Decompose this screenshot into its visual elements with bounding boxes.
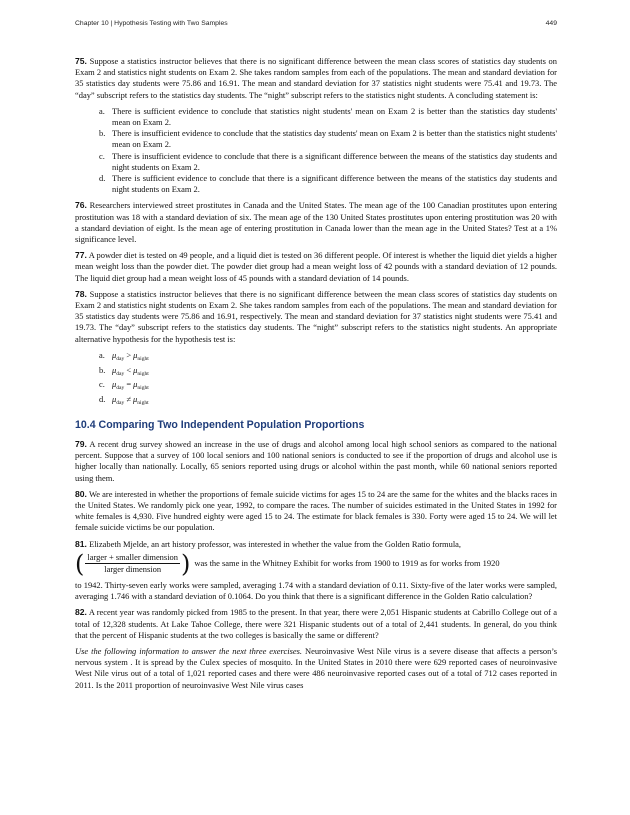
option-d (75, 173, 557, 195)
exercise-number: 76. (75, 200, 87, 211)
relation-symbol: = (126, 379, 132, 390)
option-b (75, 128, 557, 150)
chapter-title: Chapter 10 | Hypothesis Testing with Two Samples (75, 20, 228, 27)
subscript-day: day (116, 355, 125, 362)
exercise-number: 77. (75, 250, 87, 261)
intro-text: Neuroinvasive West Nile virus is a severe disease that affects a person’s nervous system . It is spread by the Culex species of mosquito. In the United States in 2010 there were 629 reported cases of neuroinvasive West Nile virus out of a total of 1,021 reported cases and there were 486 neuroinvasive reported cases out of a total of 712 cases reported in 2011. Is the 2011 proportion of neuroinvasive West Nile virus cases (75, 645, 558, 690)
mu-symbol: μ (112, 349, 117, 360)
option-letter: b. (99, 128, 106, 139)
exercise-text: A recent drug survey showed an increase in the use of drugs and alcohol among local high school seniors as compared to the national percent. Suppose that a survey of 100 local seniors and 100 national seniors is conducted to see if the proportion of drugs and alcohol use is higher locally than nationally. Locally, 65 seniors reported using drugs or alcohol within the past month, while 60 national seniors reported using them. (75, 439, 557, 483)
subscript-day: day (116, 400, 125, 407)
fraction-denominator: larger dimension (104, 564, 162, 575)
option-b (75, 365, 557, 380)
relation-symbol: > (126, 349, 132, 360)
exercise-75 (75, 56, 557, 101)
exercise-text: Suppose a statistics instructor believes that there is no significant difference between the mean class scores of statistics day students on Exam 2 and statistics night students on Exam 2. She takes random samples from each of the populations. The mean and standard deviation for 35 statistics day students were 75.86 and 16.91. The mean and standard deviation for 37 statistics night students were 75.41 and 19.73. The “day” subscript refers to the statistics day students. The “night” subscript refers to the statistics night students. A concluding statement is: (75, 56, 557, 100)
subscript-night: night (137, 385, 149, 392)
option-text: There is sufficient evidence to conclude that there is a significant difference between the means of the statistics day students and night students on Exam 2. (112, 173, 557, 195)
option-letter: a. (99, 105, 105, 116)
exercise-82 (75, 607, 557, 641)
section-heading: 10.4 Comparing Two Independent Population Proportions (75, 419, 365, 432)
exercise-78 (75, 289, 557, 345)
exercise-78-options (75, 350, 557, 409)
exercise-79 (75, 439, 557, 484)
subscript-night: night (137, 370, 149, 377)
exercise-number: 75. (75, 56, 87, 66)
page-content (75, 56, 557, 696)
mu-symbol: μ (112, 379, 117, 390)
running-header (75, 20, 557, 27)
relation-symbol: ≠ (126, 394, 131, 405)
exercise-text: to 1942. Thirty-seven early works were sampled, averaging 1.74 with a standard deviation of 0.11. Sixty-five of the later works were sampled, averaging 1.746 with a standard deviation of 0.1064. Do you think that there is a significant difference in the Golden Ratio calculation? (75, 579, 557, 602)
option-a (75, 106, 557, 128)
option-c (75, 151, 557, 173)
exercise-81 (75, 539, 557, 603)
relation-symbol: < (126, 364, 132, 375)
option-c (75, 379, 557, 394)
exercise-80 (75, 489, 557, 534)
exercise-text: Researchers interviewed street prostitutes in Canada and the United States. The mean age of the 100 Canadian prostitutes upon entering prostitution was 18 with a standard deviation of six. The mean age of the 130 United States prostitutes upon entering prostitution was 20 with a standard deviation of eight. Is the mean age of entering prostitution in Canada lower than the mean age in the United States? Test at a 1% significance level. (75, 200, 558, 245)
option-letter: c. (99, 379, 105, 390)
option-letter: b. (99, 364, 106, 375)
subscript-day: day (116, 370, 125, 377)
left-paren-icon: ( (75, 549, 85, 578)
exercise-text: Elizabeth Mjelde, an art history professor, was interested in whether the value from the Golden Ratio formula, (89, 538, 462, 549)
option-letter: c. (99, 150, 105, 161)
option-d (75, 394, 557, 409)
fraction (85, 552, 180, 575)
exercise-group-intro (75, 646, 557, 691)
exercise-76 (75, 200, 557, 245)
golden-ratio-formula (75, 549, 557, 578)
exercise-text: We are interested in whether the proportions of female suicide victims for ages 15 to 24 are the same for the whites and the blacks races in the United States. We randomly pick one year, 1992, to compare the races. The number of suicides estimated in the United States in 1992 for white females is 4,930. Five hundred eighty were aged 15 to 24. The estimate for black females is 330. Forty were aged 15 to 24. We will let female suicide victims be our population. (75, 488, 557, 533)
exercise-77 (75, 250, 557, 284)
exercise-text: A powder diet is tested on 49 people, and a liquid diet is tested on 36 different people. Of interest is whether the liquid diet yields a higher mean weight loss than the powder diet. The powder diet group had a mean weight loss of 42 pounds with a standard deviation of 12 pounds. The liquid diet group had a mean weight loss of 45 pounds with a standard deviation of 14 pounds. (75, 250, 557, 283)
exercise-text: was the same in the Whitney Exhibit for works from 1900 to 1919 as for works from 1920 (194, 558, 500, 569)
option-letter: d. (99, 394, 106, 405)
exercise-number: 78. (75, 288, 87, 299)
fraction-numerator: larger + smaller dimension (87, 552, 178, 563)
option-text: There is sufficient evidence to conclude that statistics night students' mean on Exam 2 is better than the statistics day students' mean on Exam 2. (112, 105, 557, 128)
option-a (75, 350, 557, 365)
option-letter: d. (99, 173, 106, 184)
mu-symbol: μ (133, 364, 138, 375)
right-paren-icon: ) (180, 549, 191, 578)
exercise-text: Suppose a statistics instructor believes that there is no significant difference between the mean class scores of statistics day students on Exam 2 and statistics night students on Exam 2. She takes random samples from each of the populations. The mean and standard deviation for 35 statistics day students were 75.86 and 16.91, respectively. The mean and standard deviation for 37 statistics night students were 75.41 and 19.73. The “day” subscript refers to the statistics day students. The “night” subscript refers to the statistics night students. An appropriate alternative hypothesis for the hypothesis test is: (75, 288, 557, 344)
option-text: There is insufficient evidence to conclude that there is a significant difference between the means of the statistics day students and night students on Exam 2. (112, 150, 557, 172)
instruction-text: Use the following information to answer the next three exercises. (75, 645, 303, 656)
exercise-text: A recent year was randomly picked from 1985 to the present. In that year, there were 2,051 Hispanic students at Cabrillo College out of a total of 12,328 students. At Lake Tahoe College, there were 321 Hispanic students out of a total of 2,441 students. In general, do you think that the percent of Hispanic students at the two colleges is basically the same or different? (75, 607, 557, 640)
subscript-day: day (116, 385, 125, 392)
exercise-number: 80. (75, 488, 87, 499)
mu-symbol: μ (133, 349, 138, 360)
mu-symbol: μ (112, 364, 117, 375)
exercise-number: 79. (75, 439, 87, 450)
page-number: 449 (545, 20, 557, 27)
subscript-night: night (137, 355, 149, 362)
exercise-number: 82. (75, 607, 87, 618)
option-text: There is insufficient evidence to conclude that the statistics day students' mean on Exam 2 is better than the statistics night students' mean on Exam 2. (112, 128, 557, 150)
option-letter: a. (99, 349, 105, 360)
mu-symbol: μ (133, 379, 138, 390)
exercise-number: 81. (75, 538, 87, 549)
mu-symbol: μ (132, 394, 138, 405)
subscript-night: night (137, 400, 149, 407)
mu-symbol: μ (112, 394, 117, 405)
exercise-75-options (75, 106, 557, 196)
